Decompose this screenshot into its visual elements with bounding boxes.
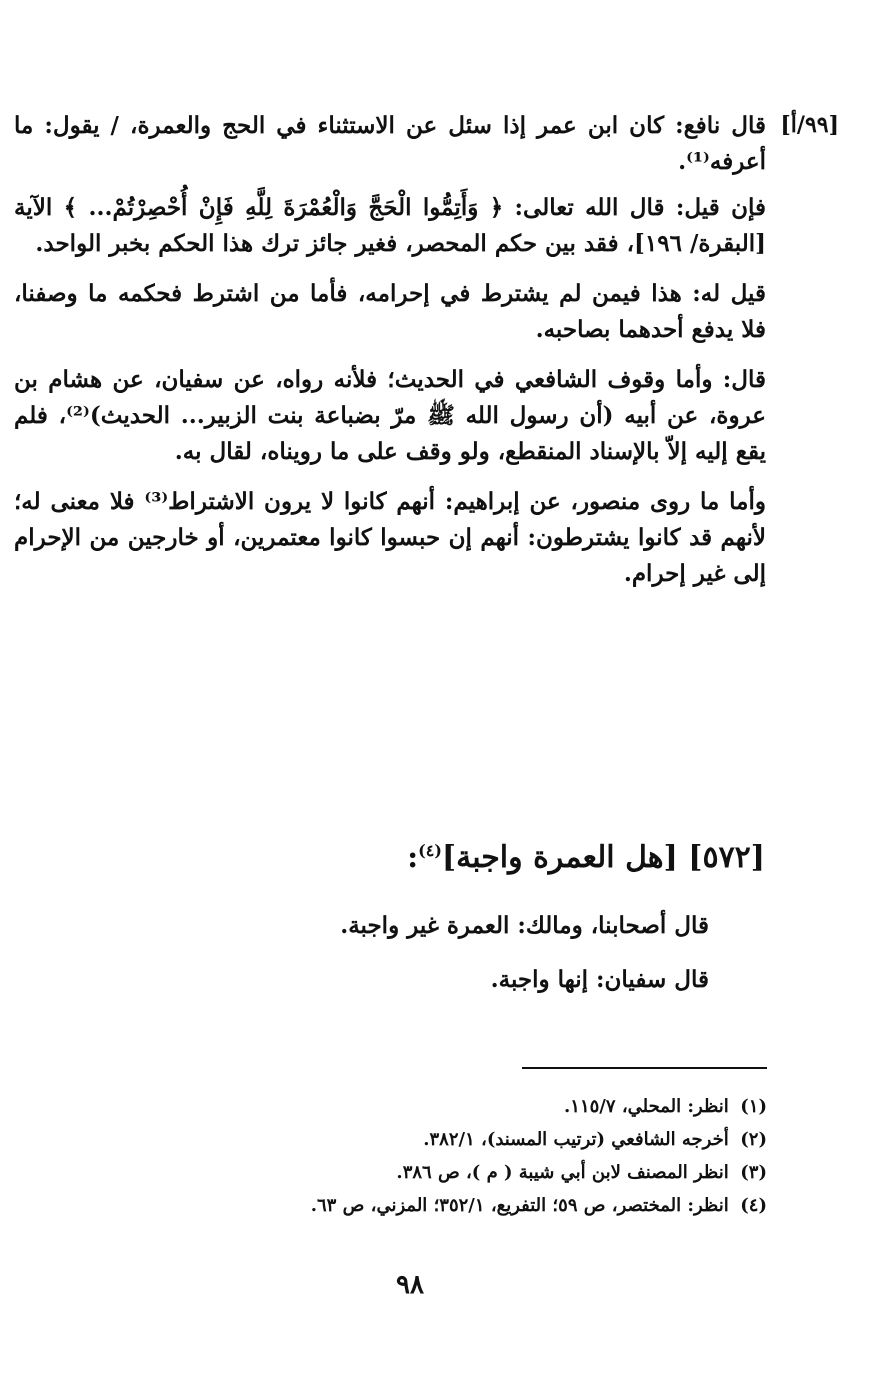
footnote-text: انظر المصنف لابن أبي شيبة ( م )، ص ٣٨٦. xyxy=(396,1162,729,1183)
statement-sufyan: قال سفيان: إنها واجبة. xyxy=(490,966,709,993)
section-heading-text: [٥٧٢] [هل العمرة واجبة] xyxy=(441,840,765,875)
footnote xyxy=(207,1123,767,1156)
footnote xyxy=(207,1189,767,1222)
footnote-text: انظر: المحلي، ١١٥/٧. xyxy=(564,1096,729,1117)
section-heading xyxy=(407,840,765,875)
footnote-separator xyxy=(522,1067,767,1069)
section-heading-suffix: : xyxy=(407,840,419,875)
footnotes xyxy=(207,1090,767,1222)
section-heading-note-ref: (٤) xyxy=(418,841,442,860)
footnote-text: أخرجه الشافعي (ترتيب المسند)، ٣٨٢/١. xyxy=(423,1129,729,1150)
paragraph-1: قال نافع: كان ابن عمر إذا سئل عن الاستثناء في الحج والعمرة، / يقول: ما أعرفه⁽¹⁾. xyxy=(14,112,766,175)
footnote-number: (٤) xyxy=(740,1195,767,1216)
main-text xyxy=(14,108,766,606)
footnote-number: (١) xyxy=(740,1096,767,1117)
footnote-text: انظر: المختصر، ص ٥٩؛ التفريع، ٣٥٢/١؛ المزني، ص ٦٣. xyxy=(310,1195,729,1216)
margin-folio-reference: [٩٩/أ] xyxy=(780,112,839,138)
page-number: ٩٨ xyxy=(396,1270,424,1300)
paragraph-4: قال: وأما وقوف الشافعي في الحديث؛ فلأنه رواه، عن سفيان، عن هشام بن عروة، عن أبيه (أن رسول الله ﷺ مرّ بضباعة بنت الزبير... الحديث)⁽²⁾، فلم يقع إليه إلاّ بالإسناد المنقطع، ولو وقف على ما رويناه، لقال به. xyxy=(14,366,766,465)
paragraph-5: وأما ما روى منصور، عن إبراهيم: أنهم كانوا لا يرون الاشتراط⁽³⁾ فلا معنى له؛ لأنهم قد كانوا يشترطون: أنهم إن حبسوا كانوا معتمرين، أو خارجين من الإحرام إلى غير إحرام. xyxy=(14,488,766,587)
paragraph-2: فإن قيل: قال الله تعالى: ﴿ وَأَتِمُّوا الْحَجَّ وَالْعُمْرَةَ لِلَّهِ فَإِنْ أُحْصِرْتُمْ... ﴾ الآية [البقرة/ ١٩٦]، فقد بين حكم المحصر، فغير جائز ترك هذا الحكم بخبر الواحد. xyxy=(14,194,766,257)
statement-ashabuna: قال أصحابنا، ومالك: العمرة غير واجبة. xyxy=(340,912,709,939)
footnote-number: (٢) xyxy=(740,1129,767,1150)
footnote xyxy=(207,1090,767,1123)
footnote xyxy=(207,1156,767,1189)
paragraph-3: قيل له: هذا فيمن لم يشترط في إحرامه، فأما من اشترط فحكمه ما وصفنا، فلا يدفع أحدهما بصاحبه. xyxy=(14,280,766,343)
footnote-number: (٣) xyxy=(740,1162,767,1183)
